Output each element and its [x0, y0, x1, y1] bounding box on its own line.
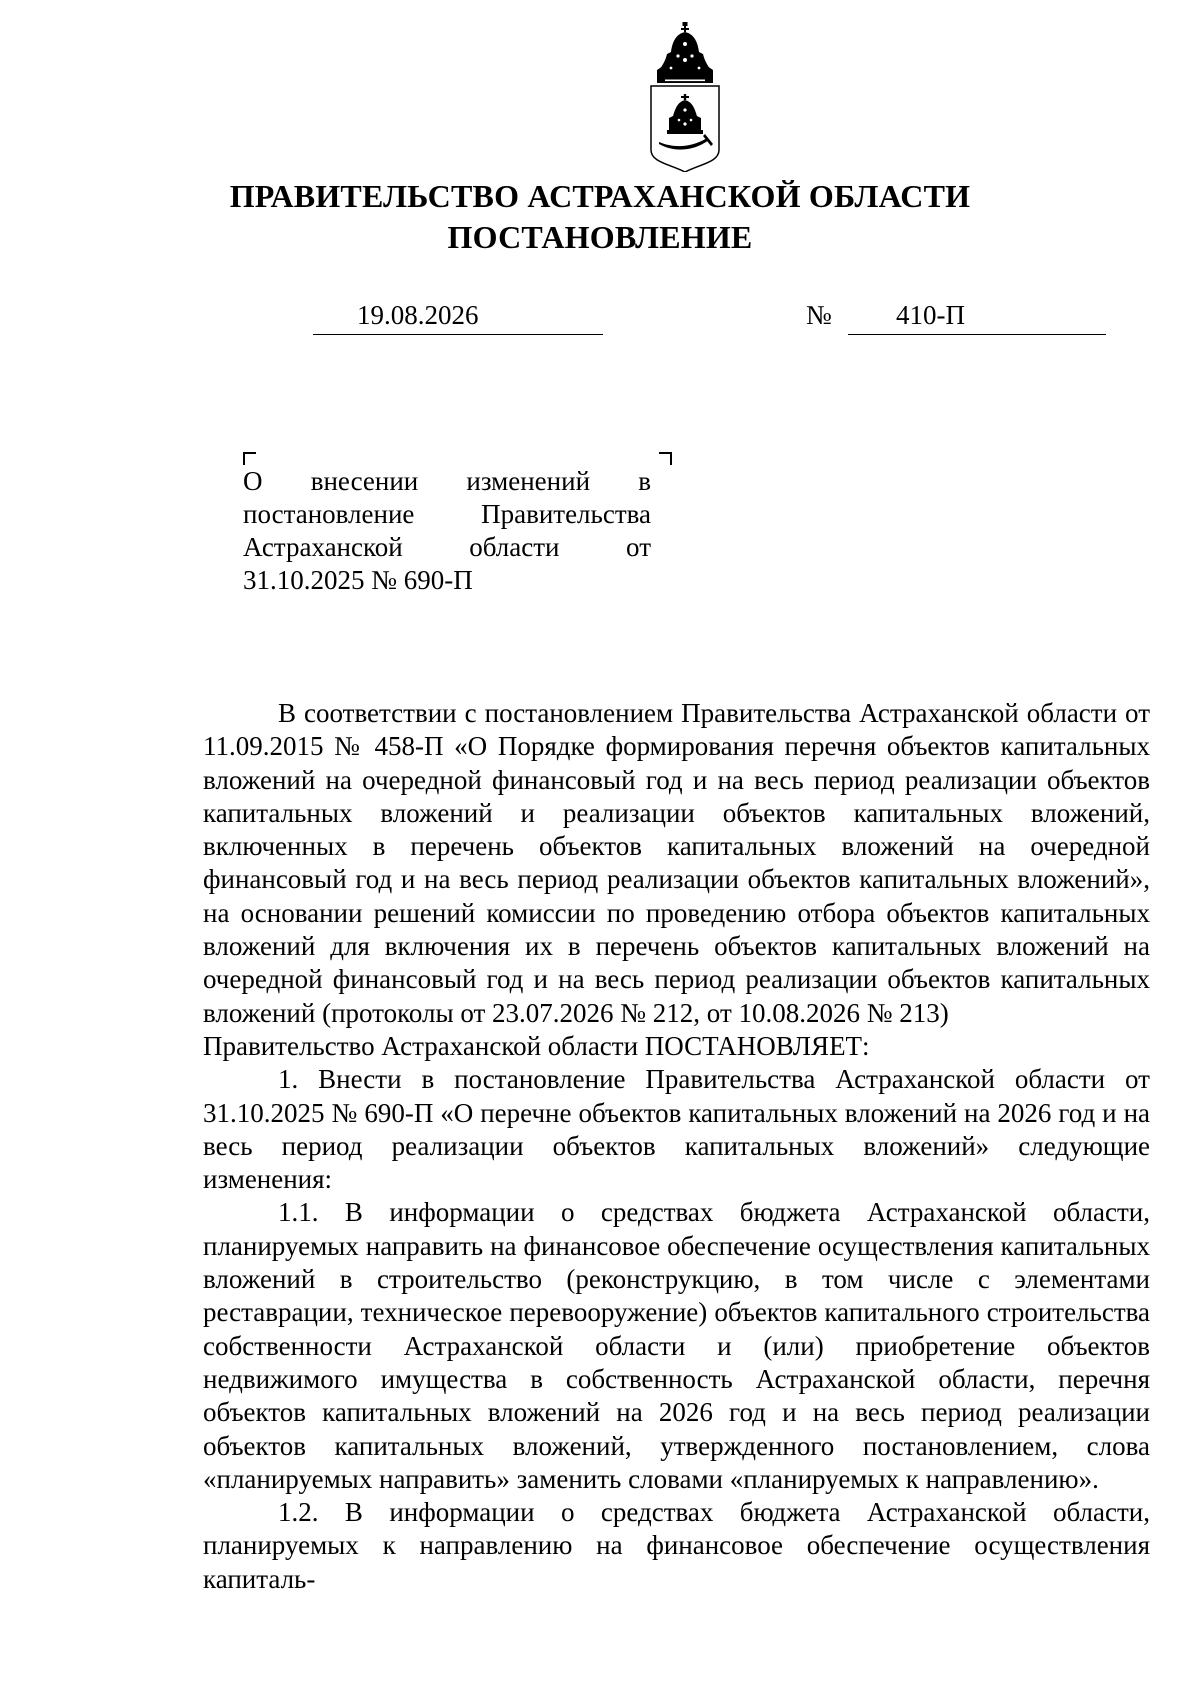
clause-1-2: 1.2. В информации о средствах бюджета Астраханской области, планируемых к направлению на финансовое обеспечение осуществления капиталь- [203, 1497, 1150, 1594]
clause-1: 1. Внести в постановление Правительства Астраханской области от 31.10.2025 № 690-П «О перечне объектов капитальных вложений на 2026 год и на весь период реализации объектов капитальных вложений» следующие изменения: [203, 1064, 1150, 1195]
organization-title: ПРАВИТЕЛЬСТВО АСТРАХАНСКОЙ ОБЛАСТИ [229, 178, 971, 214]
clause-1-1: 1.1. В информации о средствах бюджета Астраханской области, планируемых направить на финансовое обеспечение осуществления капитальных вложений в строительство (реконструкцию, в том числе с элементами реставрации, техническое перевооружение) объектов капитального строительства собственности Астраханской области и (или) приобретение объектов недвижимого имущества в собственность Астраханской области, перечня объектов капитальных вложений на 2026 год и на весь период реализации объектов капитальных вложений, утвержденного постановлением, слова «планируемых направить» заменить словами «планируемых к направлению». [203, 1197, 1150, 1494]
document-subject: О внесении изменений в постановление Правительства Астраханской области от 31.10.2025 № 690-П [243, 466, 651, 595]
preamble-paragraph: В соответствии с постановлением Правительства Астраханской области от 11.09.2015 № 458-П «О Порядке формирования перечня объектов капитальных вложений на очередной финансовый год и на весь период реализации объектов капитальных вложений и реализации объектов капитальных вложений, включенных в перечень объектов капитальных вложений на очередной финансовый год и на весь период реализации объектов капитальных вложений», на основании решений комиссии по проведению отбора объектов капитальных вложений для включения их в перечень объектов капитальных вложений на очередной финансовый год и на весь период реализации объектов капитальных вложений (протоколы от 23.07.2026 № 212, от 10.08.2026 № 213) [203, 698, 1150, 1028]
subject-corner-left [243, 452, 256, 465]
document-date-field [313, 300, 603, 335]
document-date: 19.08.2026 [357, 300, 479, 330]
document-number: 410-П [896, 300, 965, 330]
document-type-title: ПОСТАНОВЛЕНИЕ [447, 219, 753, 255]
subject-corner-right [659, 452, 672, 465]
document-number-field [848, 300, 1106, 335]
resolves-line: Правительство Астраханской области ПОСТАНОВЛЯЕТ: [203, 1030, 870, 1061]
number-sign: № [806, 300, 832, 330]
document-body [203, 697, 1150, 1596]
coat-of-arms-emblem [645, 22, 725, 172]
